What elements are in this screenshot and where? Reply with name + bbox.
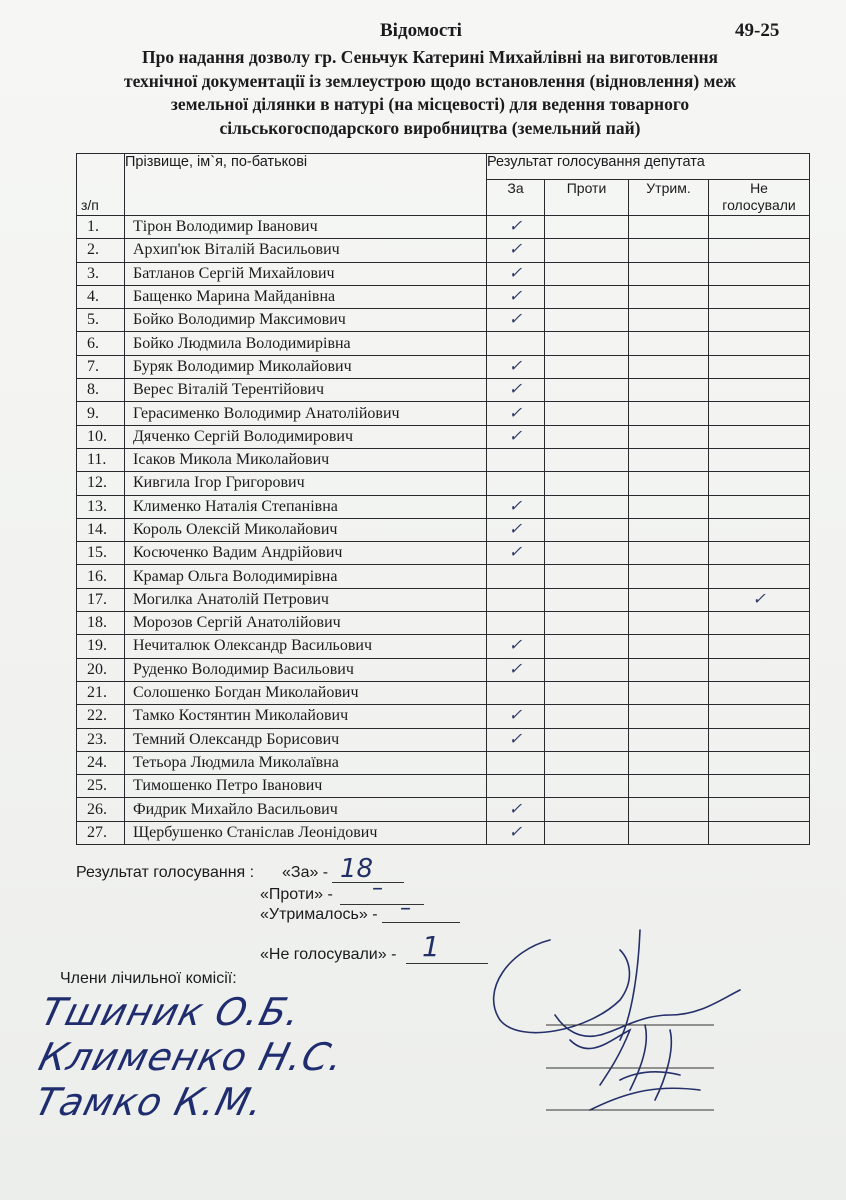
table-row (77, 355, 810, 378)
vote-novote-cell (709, 705, 810, 728)
vote-abstain-cell (629, 332, 709, 355)
vote-against-cell (545, 239, 629, 262)
vote-abstain-cell (629, 635, 709, 658)
vote-abstain-cell (629, 821, 709, 844)
table-row (77, 588, 810, 611)
vote-for-cell (487, 821, 545, 844)
row-name: Руденко Володимир Васильович (125, 658, 487, 681)
row-number: 10. (77, 425, 125, 448)
header-name: Прізвище, ім`я, по-батькові (125, 154, 487, 216)
document-subtitle (70, 46, 790, 140)
header-novote (709, 180, 810, 216)
vote-for-cell (487, 448, 545, 471)
row-name: Архип'юк Віталій Васильович (125, 239, 487, 262)
vote-against-cell (545, 425, 629, 448)
row-name: Бойко Людмила Володимирівна (125, 332, 487, 355)
vote-against-cell (545, 495, 629, 518)
row-name: Темний Олександр Борисович (125, 728, 487, 751)
table-row (77, 681, 810, 704)
vote-for-cell (487, 751, 545, 774)
vote-novote-cell (709, 821, 810, 844)
vote-against-cell (545, 542, 629, 565)
vote-novote-cell (709, 588, 810, 611)
vote-novote-cell (709, 658, 810, 681)
row-name: Тамко Костянтин Миколайович (125, 705, 487, 728)
row-name: Король Олексій Миколайович (125, 518, 487, 541)
table-row (77, 448, 810, 471)
vote-novote-cell (709, 612, 810, 635)
row-name: Солошенко Богдан Миколайович (125, 681, 487, 704)
vote-abstain-cell (629, 425, 709, 448)
result-for-value: 18 (340, 854, 374, 884)
vote-against-cell (545, 821, 629, 844)
row-name: Герасименко Володимир Анатолійович (125, 402, 487, 425)
vote-for-cell (487, 612, 545, 635)
vote-abstain-cell (629, 775, 709, 798)
table-row (77, 309, 810, 332)
table-row (77, 728, 810, 751)
table-row (77, 798, 810, 821)
vote-abstain-cell (629, 379, 709, 402)
vote-novote-cell (709, 309, 810, 332)
vote-against-cell (545, 332, 629, 355)
table-row (77, 472, 810, 495)
result-against-value: – (372, 876, 383, 901)
vote-novote-cell (709, 262, 810, 285)
check-mark-icon: ✓ (508, 404, 523, 422)
header-novote-line1: Не (750, 180, 768, 196)
document-title: Відомості (380, 20, 462, 41)
header-novote-line2: голосували (722, 197, 796, 213)
row-name: Батланов Сергій Михайлович (125, 262, 487, 285)
vote-against-cell (545, 612, 629, 635)
result-abstain-label: «Утрималось» - (260, 906, 378, 923)
row-number: 13. (77, 495, 125, 518)
row-name: Дяченко Сергій Володимирович (125, 425, 487, 448)
vote-for-cell (487, 216, 545, 239)
row-name: Верес Віталій Терентійович (125, 379, 487, 402)
vote-abstain-cell (629, 612, 709, 635)
check-mark-icon: ✓ (508, 357, 523, 375)
vote-abstain-cell (629, 262, 709, 285)
row-number: 7. (77, 355, 125, 378)
header-abstain: Утрим. (629, 180, 709, 216)
table-row (77, 775, 810, 798)
vote-novote-cell (709, 216, 810, 239)
vote-against-cell (545, 448, 629, 471)
row-name: Клименко Наталія Степанівна (125, 495, 487, 518)
vote-novote-cell (709, 332, 810, 355)
table-row (77, 239, 810, 262)
vote-abstain-cell (629, 798, 709, 821)
row-number: 20. (77, 658, 125, 681)
row-number: 8. (77, 379, 125, 402)
table-row (77, 379, 810, 402)
check-mark-icon: ✓ (508, 381, 523, 399)
vote-for-cell (487, 588, 545, 611)
vote-abstain-cell (629, 565, 709, 588)
row-name: Фидрик Михайло Васильович (125, 798, 487, 821)
vote-against-cell (545, 565, 629, 588)
check-mark-icon: ✓ (508, 521, 523, 538)
result-abstain-line (382, 922, 460, 923)
vote-novote-cell (709, 495, 810, 518)
subtitle-line: технічної документації із землеустрою щодо встановлення (відновлення) меж (124, 70, 736, 91)
check-mark-icon: ✓ (508, 660, 523, 678)
vote-for-cell (487, 798, 545, 821)
table-row (77, 635, 810, 658)
vote-abstain-cell (629, 355, 709, 378)
vote-against-cell (545, 355, 629, 378)
table-row (77, 402, 810, 425)
vote-for-cell (487, 681, 545, 704)
vote-novote-cell (709, 425, 810, 448)
vote-novote-cell (709, 285, 810, 308)
row-number: 27. (77, 821, 125, 844)
table-row (77, 751, 810, 774)
vote-novote-cell (709, 728, 810, 751)
vote-abstain-cell (629, 285, 709, 308)
check-mark-icon: ✓ (508, 707, 523, 725)
header-for: За (487, 180, 545, 216)
vote-for-cell (487, 635, 545, 658)
check-mark-icon: ✓ (752, 590, 766, 608)
vote-novote-cell (709, 681, 810, 704)
row-name: Морозов Сергій Анатолійович (125, 612, 487, 635)
subtitle-line: земельної ділянки в натурі (на місцевості) для ведення товарного (170, 94, 690, 114)
table-row (77, 262, 810, 285)
table-row (77, 658, 810, 681)
vote-against-cell (545, 705, 629, 728)
row-number: 6. (77, 332, 125, 355)
vote-against-cell (545, 518, 629, 541)
vote-against-cell (545, 285, 629, 308)
row-number: 17. (77, 588, 125, 611)
vote-for-cell (487, 239, 545, 262)
row-name: Тимошенко Петро Іванович (125, 775, 487, 798)
result-label: Результат голосування : (76, 864, 255, 881)
row-number: 16. (77, 565, 125, 588)
vote-abstain-cell (629, 239, 709, 262)
vote-abstain-cell (629, 309, 709, 332)
table-row (77, 332, 810, 355)
vote-against-cell (545, 262, 629, 285)
row-name: Буряк Володимир Миколайович (125, 355, 487, 378)
vote-for-cell (487, 495, 545, 518)
vote-novote-cell (709, 472, 810, 495)
vote-against-cell (545, 402, 629, 425)
row-number: 5. (77, 309, 125, 332)
vote-for-cell (487, 518, 545, 541)
row-name: Нечиталюк Олександр Васильович (125, 635, 487, 658)
row-name: Щербушенко Станіслав Леонідович (125, 821, 487, 844)
table-row (77, 612, 810, 635)
vote-abstain-cell (629, 681, 709, 704)
vote-against-cell (545, 216, 629, 239)
vote-abstain-cell (629, 751, 709, 774)
vote-against-cell (545, 751, 629, 774)
vote-for-cell (487, 705, 545, 728)
row-number: 9. (77, 402, 125, 425)
table-row (77, 821, 810, 844)
check-mark-icon: ✓ (508, 264, 523, 282)
vote-novote-cell (709, 518, 810, 541)
header-vote-group: Результат голосування депутата (487, 154, 810, 180)
row-number: 23. (77, 728, 125, 751)
vote-novote-cell (709, 239, 810, 262)
vote-novote-cell (709, 542, 810, 565)
row-name: Крамар Ольга Володимирівна (125, 565, 487, 588)
vote-abstain-cell (629, 588, 709, 611)
vote-for-cell (487, 728, 545, 751)
vote-against-cell (545, 379, 629, 402)
row-name: Тірон Володимир Іванович (125, 216, 487, 239)
row-number: 4. (77, 285, 125, 308)
subtitle-line: сільськогосподарского виробництва (земельний пай) (219, 117, 641, 138)
row-number: 19. (77, 635, 125, 658)
result-novote-label: «Не голосували» - (260, 946, 397, 963)
row-number: 3. (77, 262, 125, 285)
vote-for-cell (487, 425, 545, 448)
commission-member-3: Тамко К.М. (30, 1080, 269, 1124)
vote-abstain-cell (629, 216, 709, 239)
voting-table-body (77, 216, 810, 845)
table-row (77, 216, 810, 239)
row-number: 21. (77, 681, 125, 704)
row-name: Могилка Анатолій Петрович (125, 588, 487, 611)
table-row (77, 285, 810, 308)
table-row (77, 495, 810, 518)
vote-against-cell (545, 635, 629, 658)
document-number: 49-25 (735, 20, 780, 41)
vote-abstain-cell (629, 472, 709, 495)
result-against-label: «Проти» - (260, 886, 333, 903)
vote-for-cell (487, 402, 545, 425)
row-number: 11. (77, 448, 125, 471)
check-mark-icon: ✓ (508, 241, 523, 259)
vote-against-cell (545, 798, 629, 821)
vote-for-cell (487, 658, 545, 681)
vote-for-cell (487, 332, 545, 355)
vote-abstain-cell (629, 518, 709, 541)
vote-novote-cell (709, 775, 810, 798)
vote-for-cell (487, 565, 545, 588)
row-number: 12. (77, 472, 125, 495)
vote-novote-cell (709, 635, 810, 658)
vote-for-cell (487, 379, 545, 402)
result-novote-value: 1 (422, 930, 440, 963)
vote-for-cell (487, 472, 545, 495)
vote-for-cell (487, 775, 545, 798)
check-mark-icon: ✓ (508, 544, 523, 562)
check-mark-icon: ✓ (508, 823, 523, 841)
check-mark-icon: ✓ (508, 427, 523, 445)
chairman-signature-icon (470, 920, 760, 1150)
table-row (77, 518, 810, 541)
table-row (77, 705, 810, 728)
check-mark-icon: ✓ (508, 730, 523, 748)
vote-for-cell (487, 309, 545, 332)
vote-novote-cell (709, 355, 810, 378)
vote-novote-cell (709, 402, 810, 425)
table-row (77, 425, 810, 448)
commission-label: Члени лічильної комісії: (60, 970, 237, 987)
row-number: 26. (77, 798, 125, 821)
vote-for-cell (487, 355, 545, 378)
vote-novote-cell (709, 798, 810, 821)
check-mark-icon: ✓ (508, 637, 523, 655)
vote-abstain-cell (629, 658, 709, 681)
result-against-line (340, 904, 424, 905)
subtitle-line: Про надання дозволу гр. Сеньчук Катерині Михайлівні на виготовлення (141, 47, 719, 67)
header-against: Проти (545, 180, 629, 216)
row-number: 14. (77, 518, 125, 541)
vote-for-cell (487, 285, 545, 308)
commission-member-1: Тшиник О.Б. (36, 990, 306, 1034)
result-abstain-value: – (400, 896, 411, 921)
vote-against-cell (545, 728, 629, 751)
vote-novote-cell (709, 751, 810, 774)
row-number: 1. (77, 216, 125, 239)
vote-against-cell (545, 309, 629, 332)
row-number: 2. (77, 239, 125, 262)
voting-table (76, 153, 810, 845)
table-row (77, 542, 810, 565)
vote-against-cell (545, 681, 629, 704)
table-row (77, 565, 810, 588)
vote-for-cell (487, 542, 545, 565)
vote-abstain-cell (629, 705, 709, 728)
vote-against-cell (545, 472, 629, 495)
vote-against-cell (545, 658, 629, 681)
vote-against-cell (545, 588, 629, 611)
vote-for-cell (487, 262, 545, 285)
vote-abstain-cell (629, 542, 709, 565)
vote-abstain-cell (629, 402, 709, 425)
vote-abstain-cell (629, 448, 709, 471)
check-mark-icon: ✓ (508, 311, 523, 329)
vote-against-cell (545, 775, 629, 798)
check-mark-icon: ✓ (508, 497, 523, 515)
row-name: Тетьора Людмила Миколаївна (125, 751, 487, 774)
vote-abstain-cell (629, 495, 709, 518)
row-name: Ісаков Микола Миколайович (125, 448, 487, 471)
row-name: Косюченко Вадим Андрійович (125, 542, 487, 565)
check-mark-icon: ✓ (508, 800, 523, 818)
row-number: 18. (77, 612, 125, 635)
header-number: з/п (77, 154, 125, 216)
vote-novote-cell (709, 565, 810, 588)
vote-novote-cell (709, 379, 810, 402)
row-number: 15. (77, 542, 125, 565)
vote-abstain-cell (629, 728, 709, 751)
check-mark-icon: ✓ (508, 288, 523, 306)
row-number: 22. (77, 705, 125, 728)
check-mark-icon: ✓ (508, 218, 523, 236)
result-for-label: «За» - (282, 864, 329, 881)
row-number: 25. (77, 775, 125, 798)
row-name: Кивгила Ігор Григорович (125, 472, 487, 495)
row-number: 24. (77, 751, 125, 774)
row-name: Бащенко Марина Майданівна (125, 285, 487, 308)
vote-novote-cell (709, 448, 810, 471)
commission-member-2: Клименко Н.С. (34, 1035, 349, 1079)
row-name: Бойко Володимир Максимович (125, 309, 487, 332)
